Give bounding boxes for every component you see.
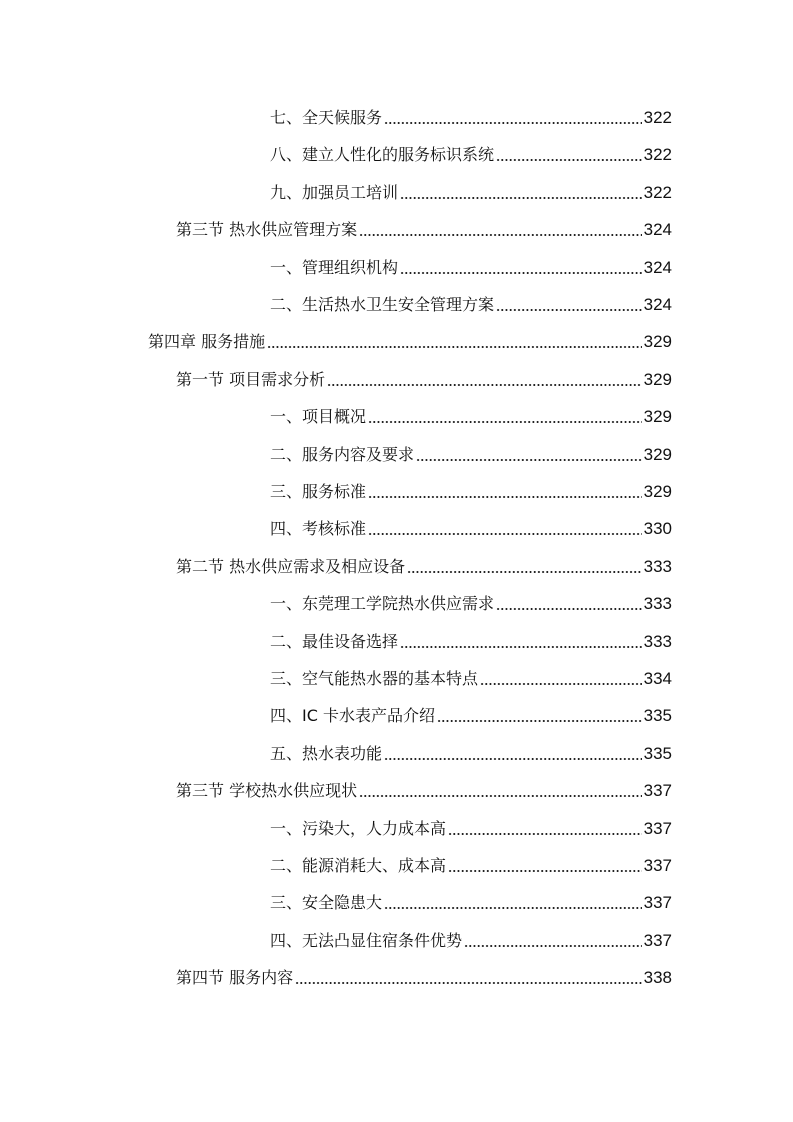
toc-entry[interactable]: [270, 401, 672, 427]
toc-entry-page: 337: [643, 893, 672, 913]
toc-entry[interactable]: [270, 252, 672, 278]
toc-entry-title: 三、服务标准: [270, 482, 367, 501]
toc-entry[interactable]: [176, 775, 672, 801]
toc-entry[interactable]: [176, 962, 672, 988]
toc-entry[interactable]: [270, 177, 672, 203]
toc-entry-title: 一、管理组织机构: [270, 257, 399, 277]
toc-entry-title: 第四章 服务措施: [148, 332, 266, 352]
toc-entry[interactable]: [176, 551, 672, 577]
dot-leader: [327, 384, 642, 386]
toc-entry-page: 322: [643, 108, 672, 127]
toc-entry-title: 三、空气能热水器的基本特点: [270, 669, 479, 688]
toc-entry-page: 335: [643, 706, 672, 726]
toc-entry-page: 338: [643, 968, 672, 988]
toc-entry-title: 八、建立人性化的服务标识系统: [270, 145, 495, 165]
dot-leader: [368, 496, 642, 498]
toc-entry-title: 七、全天候服务: [270, 108, 383, 127]
dot-leader: [496, 608, 642, 610]
toc-entry-title: 九、加强员工培训: [270, 182, 399, 202]
dot-leader: [368, 421, 642, 423]
dot-leader: [384, 758, 642, 760]
toc-entry-title: 第三节 热水供应管理方案: [176, 220, 358, 240]
toc-entry[interactable]: [270, 588, 672, 614]
toc-entry[interactable]: [270, 850, 672, 876]
dot-leader: [384, 122, 642, 124]
toc-entry-title: 一、污染大，人力成本高: [270, 818, 447, 838]
dot-leader: [407, 571, 642, 573]
toc-entry[interactable]: [270, 887, 672, 913]
toc-entry-page: 324: [643, 295, 672, 314]
toc-entry-title: 四、无法凸显住宿条件优势: [270, 930, 463, 950]
toc-entry[interactable]: [270, 813, 672, 839]
toc-entry[interactable]: [270, 925, 672, 951]
toc-entry[interactable]: [176, 214, 672, 240]
dot-leader: [368, 533, 642, 535]
dot-leader: [448, 870, 642, 872]
dot-leader: [437, 720, 642, 722]
dot-leader: [448, 833, 642, 835]
toc-entry-page: 333: [643, 594, 672, 614]
dot-leader: [295, 982, 642, 984]
toc-entry[interactable]: [148, 326, 672, 352]
toc-entry-title: 第一节 项目需求分析: [176, 369, 326, 389]
toc-entry[interactable]: [270, 102, 672, 128]
toc-entry-page: 329: [643, 407, 672, 427]
dot-leader: [359, 234, 642, 236]
toc-entry-page: 324: [643, 257, 672, 277]
dot-leader: [480, 683, 642, 685]
toc-entry-page: 329: [643, 444, 672, 464]
toc-entry[interactable]: [270, 476, 672, 502]
toc-entry-title: 第四节 服务内容: [176, 968, 294, 988]
dot-leader: [359, 795, 642, 797]
toc-entry-page: 337: [643, 781, 672, 801]
toc-entry-page: 324: [643, 220, 672, 240]
dot-leader: [400, 646, 642, 648]
dot-leader: [400, 272, 642, 274]
dot-leader: [464, 945, 642, 947]
toc-entry-page: 330: [643, 519, 672, 539]
toc-entry-title: 第三节 学校热水供应现状: [176, 781, 358, 801]
toc-entry[interactable]: [270, 700, 672, 726]
dot-leader: [416, 459, 642, 461]
toc-entry[interactable]: [270, 513, 672, 539]
toc-entry-page: 329: [643, 369, 672, 389]
toc-entry-page: 322: [643, 145, 672, 165]
toc-entry-title: 四、考核标准: [270, 519, 367, 539]
toc-entry-page: 333: [643, 556, 672, 576]
toc-entry-page: 329: [643, 332, 672, 352]
dot-leader: [384, 907, 642, 909]
toc-entry-title: 四、IC 卡水表产品介绍: [270, 706, 435, 726]
toc-entry[interactable]: [270, 663, 672, 689]
toc-entry[interactable]: [270, 626, 672, 652]
dot-leader: [267, 346, 642, 348]
toc-entry-title: 第二节 热水供应需求及相应设备: [176, 556, 406, 576]
toc-entry-page: 322: [643, 182, 672, 202]
toc-entry-page: 333: [643, 631, 672, 651]
toc-entry-title: 五、热水表功能: [270, 743, 383, 763]
toc-entry-title: 二、最佳设备选择: [270, 631, 399, 651]
toc-entry-title: 一、项目概况: [270, 407, 367, 427]
toc-entry-page: 337: [643, 856, 672, 875]
toc-entry[interactable]: [270, 139, 672, 165]
toc-entry-title: 二、生活热水卫生安全管理方案: [270, 295, 495, 314]
dot-leader: [400, 197, 642, 199]
toc-entry-title: 二、能源消耗大、成本高: [270, 856, 447, 875]
toc-entry[interactable]: [270, 289, 672, 315]
toc-entry[interactable]: [270, 439, 672, 465]
toc-entry-page: 334: [643, 669, 672, 688]
dot-leader: [496, 159, 642, 161]
toc-entry-title: 一、东莞理工学院热水供应需求: [270, 594, 495, 614]
toc-entry-page: 337: [643, 930, 672, 950]
toc-entry-page: 329: [643, 482, 672, 501]
toc-entry[interactable]: [176, 364, 672, 390]
dot-leader: [496, 309, 642, 311]
toc-entry-title: 二、服务内容及要求: [270, 444, 415, 464]
toc-entry-title: 三、安全隐患大: [270, 893, 383, 913]
toc-entry[interactable]: [270, 738, 672, 764]
toc-entry-page: 335: [643, 743, 672, 763]
toc-entry-page: 337: [643, 818, 672, 838]
